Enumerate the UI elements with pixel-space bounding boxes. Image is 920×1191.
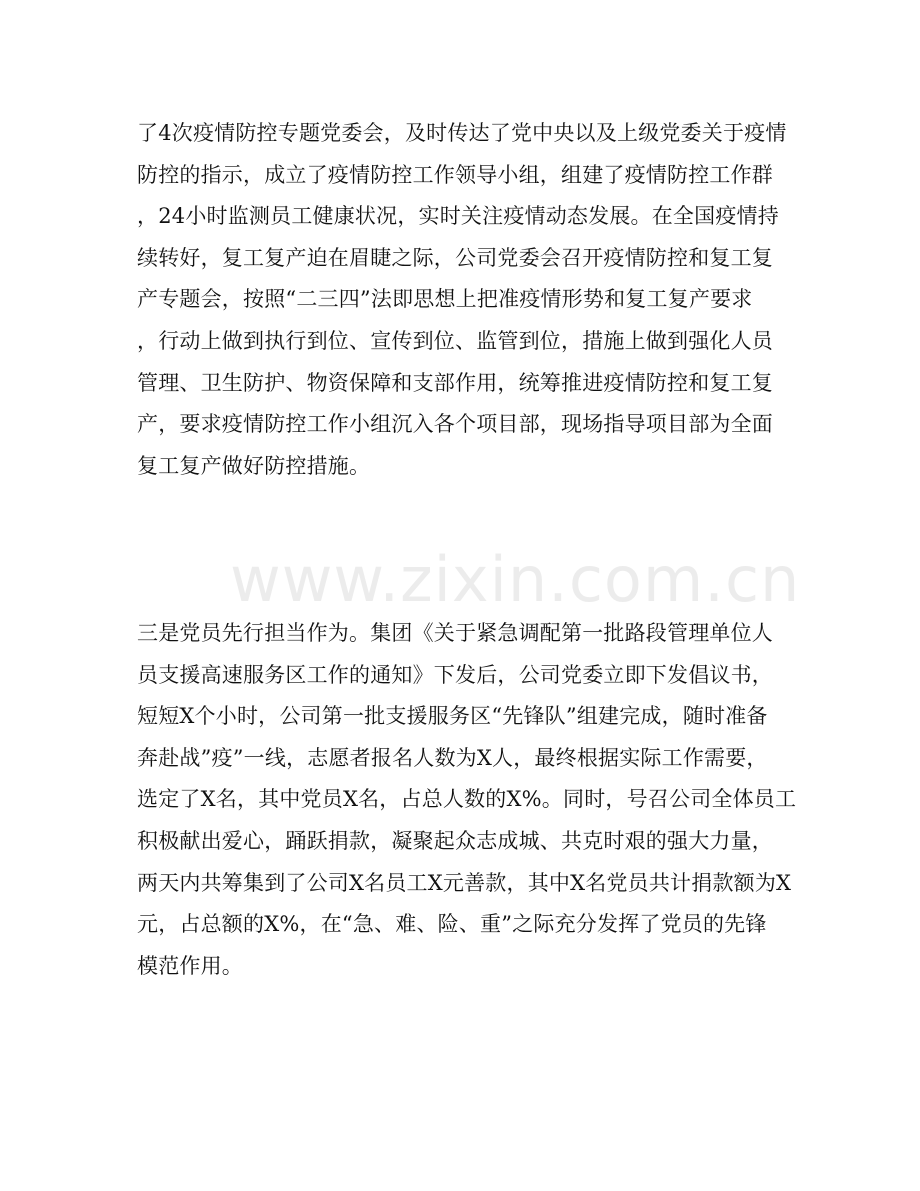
paragraph-epidemic-prevention [137, 113, 787, 487]
text-line: ，行动上做到执行到位、宣传到位、监管到位，措施上做到强化人员 [137, 328, 773, 353]
text-line: 两天内共筹集到了公司X名员工X元善款，其中X名党员共计捐款额为X [137, 870, 792, 895]
text-line: 选定了X名，其中党员X名，占总人数的X%。同时，号召公司全体员工 [137, 787, 797, 812]
text-line: 续转好，复工复产迫在眉睫之际，公司党委会召开疫情防控和复工复 [137, 245, 773, 270]
text-line: 防控的指示，成立了疫情防控工作领导小组，组建了疫情防控工作群 [137, 162, 773, 187]
text-line: 产，要求疫情防控工作小组沉入各个项目部，现场指导项目部为全面 [137, 412, 773, 437]
text-line: 短短X个小时，公司第一批支援服务区“先锋队”组建完成，随时准备 [137, 704, 768, 729]
text-line: 管理、卫生防护、物资保障和支部作用，统筹推进疫情防控和复工复 [137, 370, 773, 395]
text-line: 模范作用。 [137, 953, 243, 978]
text-line: 元，占总额的X%，在“急、难、险、重”之际充分发挥了党员的先锋 [137, 912, 767, 937]
text-line: 复工复产做好防控措施。 [137, 453, 371, 478]
text-line: 员支援高速服务区工作的通知》下发后，公司党委立即下发倡议书， [137, 662, 773, 687]
text-line: 三是党员先行担当作为。集团《关于紧急调配第一批路段管理单位人 [137, 621, 773, 645]
text-line: 了4次疫情防控专题党委会，及时传达了党中央以及上级党委关于疫情 [137, 121, 787, 145]
watermark: www.zixin.com.cn [230, 543, 801, 616]
text-line: 产专题会，按照“二三四”法即思想上把准疫情形势和复工复产要求 [137, 287, 753, 312]
text-line: 奔赴战”疫”一线，志愿者报名人数为X人，最终根据实际工作需要， [137, 745, 768, 770]
paragraph-party-members-lead [137, 613, 797, 987]
text-line: 积极献出爱心，踊跃捐款，凝聚起众志成城、共克时艰的强大力量， [137, 828, 773, 853]
text-line: ，24小时监测员工健康状况，实时关注疫情动态发展。在全国疫情持 [137, 204, 779, 229]
